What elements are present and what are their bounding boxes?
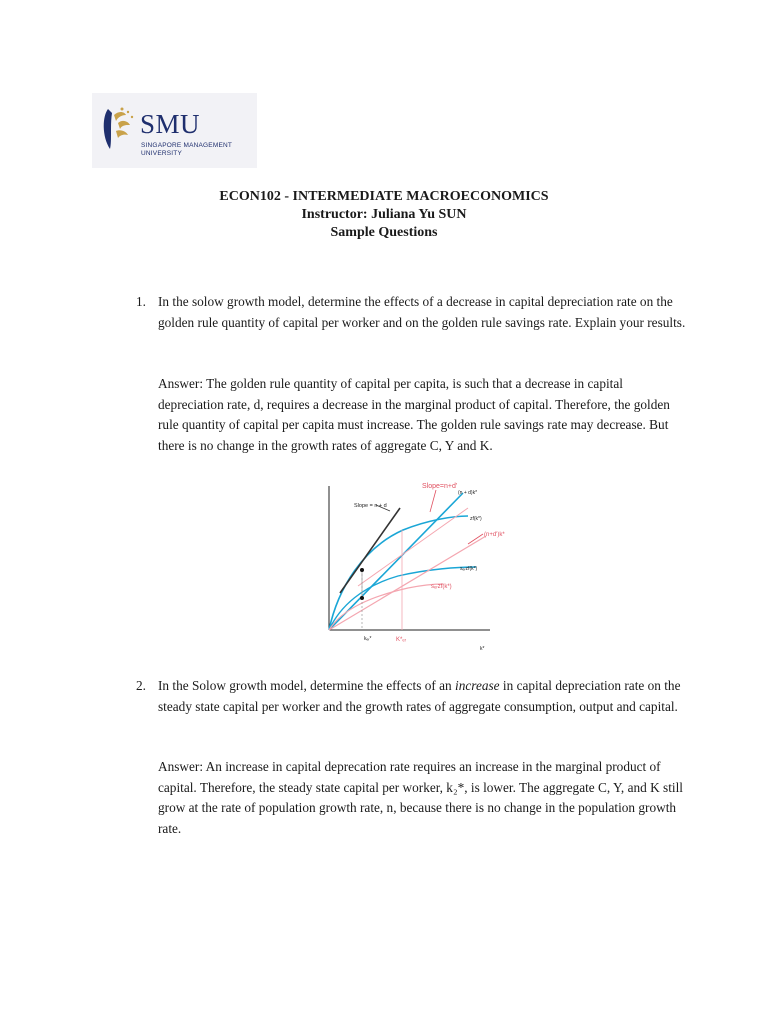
zf-curve bbox=[329, 516, 468, 630]
logo-wordmark: SMU bbox=[140, 109, 201, 139]
savings-point-old bbox=[360, 596, 364, 600]
question-2-text-before: In the Solow growth model, determine the effects of an bbox=[158, 678, 456, 693]
answer-2: Answer: An increase in capital deprecation rate requires an increase in the marginal product of capital. Therefore, the steady state capital per worker, k₂*, is lower. The aggregate C, Y, and K still grow at the rate of population growth rate, n, because there is no change in the population growth rate. bbox=[158, 759, 683, 836]
question-2-emphasis: increase bbox=[455, 678, 500, 693]
smu-logo bbox=[92, 93, 257, 168]
label-zf: zf(k*) bbox=[470, 516, 482, 522]
golden-rule-chart-svg bbox=[318, 478, 505, 654]
document-subtitle: Sample Questions bbox=[330, 225, 438, 240]
answer-1: Answer: The golden rule quantity of capital per capita, is such that a decrease in capital depreciation rate, d, requires a decrease in the marginal product of capital. Therefore, the golden rule quantity of capital per capita must increase. The golden rule savings rate may decrease. But there is no change in the growth rates of aggregate C, Y and K. bbox=[158, 376, 670, 453]
slope-tangent-line bbox=[340, 508, 400, 593]
instructor-line: Instructor: Juliana Yu SUN bbox=[301, 207, 467, 222]
golden-rule-chart bbox=[318, 478, 505, 654]
slope-new-arrow bbox=[430, 490, 436, 512]
label-nd-line: (n + d)k* bbox=[458, 490, 478, 496]
question-1-text: In the solow growth model, determine the effects of a decrease in capital depreciation rate on the golden rule quantity of capital per worker and on the golden rule savings rate. Explain your results. bbox=[158, 294, 686, 330]
label-x-axis: k* bbox=[480, 646, 485, 652]
question-2-text bbox=[158, 676, 686, 717]
question-2-text-after: in capital depreciation rate on the steady state capital per worker and the growth rates of aggregate consumption, output and capital. bbox=[158, 678, 681, 714]
smu-lion-emblem-icon bbox=[98, 103, 138, 155]
question-2 bbox=[136, 676, 686, 717]
logo-subtitle-line1: SINGAPORE MANAGEMENT bbox=[141, 142, 233, 149]
logo-subtitle-line2: UNIVERSITY bbox=[141, 149, 183, 157]
label-slope-old: Slope = n + d bbox=[354, 503, 387, 509]
label-sgr-zf: sₑᵣzf(k*) bbox=[460, 566, 478, 572]
course-title: ECON102 - INTERMEDIATE MACROECONOMICS bbox=[219, 189, 549, 204]
label-k-gr-new: K*ₑᵣ bbox=[396, 637, 407, 643]
question-2-number: 2. bbox=[136, 678, 146, 693]
document-header bbox=[0, 188, 768, 242]
label-nd-prime: (n+d')k* bbox=[484, 532, 505, 538]
question-1-number: 1. bbox=[136, 294, 146, 309]
label-k-gr-old: kₑᵣ* bbox=[364, 636, 372, 642]
sgr-zf-new-curve bbox=[329, 584, 443, 630]
golden-rule-point-old bbox=[360, 568, 364, 572]
slope-tangent-line-new bbox=[358, 508, 468, 586]
label-sgr-zf-new: sₑᵣzf(k*) bbox=[431, 584, 452, 590]
logo-subtitle bbox=[141, 142, 232, 157]
label-slope-new: Slope=n+d' bbox=[422, 483, 458, 490]
question-1 bbox=[136, 292, 686, 333]
